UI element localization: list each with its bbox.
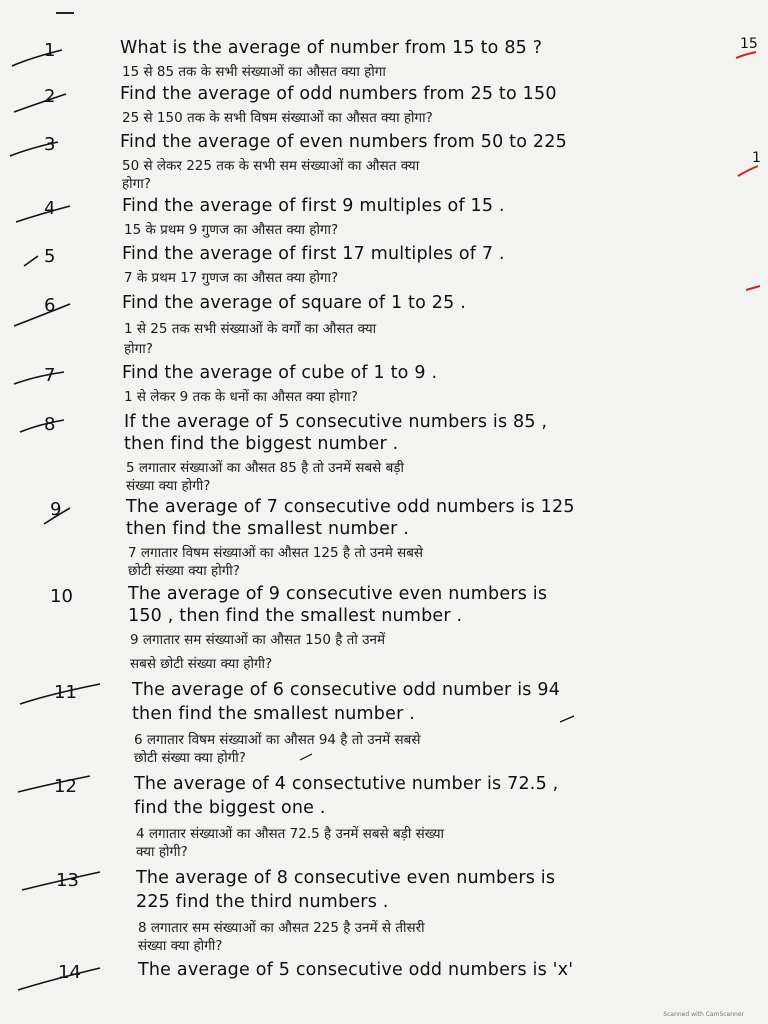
question-text-hi: 6 लगातार विषम संख्याओं का औसत 94 है तो उनमें सबसे — [134, 732, 421, 748]
question-text-en: find the biggest one . — [134, 798, 326, 818]
question-text-hi: होगा? — [122, 176, 151, 192]
question-text-hi: संख्या क्या होगी? — [138, 938, 223, 954]
tick-mark — [24, 256, 38, 266]
question-number: 8 — [44, 414, 56, 435]
margin-note-right: 1 — [752, 150, 761, 166]
footer-watermark: Scanned with CamScanner — [663, 1011, 744, 1018]
question-number: 4 — [44, 198, 56, 219]
question-text-hi: 7 लगातार विषम संख्याओं का औसत 125 है तो उनमे सबसे — [128, 545, 424, 561]
question-text-hi: 1 से लेकर 9 तक के धनों का औसत क्या होगा? — [124, 389, 358, 405]
question-text-hi: 15 से 85 तक के सभी संख्याओं का औसत क्या होगा — [122, 64, 386, 80]
question-text-en: Find the average of even numbers from 50 to 225 — [120, 132, 567, 152]
question-number: 11 — [54, 682, 77, 703]
question-text-hi: 4 लगातार संख्याओं का औसत 72.5 है उनमें सबसे बड़ी संख्या — [136, 826, 445, 842]
question-text-en: The average of 6 consecutive odd number is 94 — [132, 680, 561, 700]
question-text-en: Find the average of first 17 multiples of 7 . — [122, 244, 505, 264]
question-text-hi: क्या होगी? — [136, 844, 188, 860]
question-text-hi: सबसे छोटी संख्या क्या होगी? — [130, 656, 273, 672]
red-mark — [736, 52, 756, 58]
question-number: 7 — [44, 365, 56, 386]
question-text-en: The average of 5 consecutive odd numbers is 'x' — [138, 960, 574, 980]
question-text-hi: 5 लगातार संख्याओं का औसत 85 है तो उनमें सबसे बड़ी — [126, 460, 404, 476]
question-text-en: The average of 7 consecutive odd numbers is 125 — [126, 497, 575, 517]
question-text-en: then find the smallest number . — [126, 519, 409, 539]
question-number: 5 — [44, 246, 56, 267]
question-text-hi: 9 लगातार सम संख्याओं का औसत 150 है तो उनमें — [130, 632, 386, 648]
question-number: 2 — [44, 86, 56, 107]
red-mark — [738, 166, 758, 176]
question-number: 13 — [56, 870, 79, 891]
question-text-hi: 7 के प्रथम 17 गुणज का औसत क्या होगा? — [124, 270, 339, 286]
question-text-en: Find the average of first 9 multiples of 15 . — [122, 196, 505, 216]
hand-mark — [300, 754, 312, 760]
question-text-hi: होगा? — [124, 341, 153, 357]
question-text-hi: 15 के प्रथम 9 गुणज का औसत क्या होगा? — [124, 222, 339, 238]
question-text-hi: संख्या क्या होगी? — [126, 478, 211, 494]
question-number: 12 — [54, 776, 77, 797]
question-number: 10 — [50, 586, 73, 607]
question-text-en: 225 find the third numbers . — [136, 892, 389, 912]
red-mark — [746, 286, 760, 290]
question-text-en: The average of 8 consecutive even numbers is — [136, 868, 556, 888]
question-text-hi: 50 से लेकर 225 तक के सभी सम संख्याओं का औसत क्या — [122, 158, 420, 174]
question-number: 3 — [44, 134, 56, 155]
question-text-en: What is the average of number from 15 to 85 ? — [120, 38, 543, 58]
question-text-hi: 1 से 25 तक सभी संख्याओं के वर्गों का औसत क्या — [124, 321, 377, 337]
question-text-hi: छोटी संख्या क्या होगी? — [128, 563, 240, 579]
question-text-hi: 8 लगातार सम संख्याओं का औसत 225 है उनमें से तीसरी — [138, 920, 425, 936]
question-text-hi: 25 से 150 तक के सभी विषम संख्याओं का औसत क्या होगा? — [122, 110, 433, 126]
question-number: 1 — [44, 40, 56, 61]
question-text-en: Find the average of cube of 1 to 9 . — [122, 363, 438, 383]
question-number: 14 — [58, 962, 81, 983]
question-text-hi: छोटी संख्या क्या होगी? — [134, 750, 246, 766]
hand-mark — [560, 716, 574, 722]
question-text-en: Find the average of odd numbers from 25 to 150 — [120, 84, 557, 104]
question-text-en: The average of 4 consectutive number is 72.5 , — [134, 774, 559, 794]
question-text-en: The average of 9 consecutive even numbers is — [128, 584, 548, 604]
margin-note-top-right: 15 — [740, 36, 758, 52]
question-number: 6 — [44, 295, 56, 316]
question-text-en: 150 , then find the smallest number . — [128, 606, 463, 626]
question-text-en: Find the average of square of 1 to 25 . — [122, 293, 466, 313]
question-text-en: then find the biggest number . — [124, 434, 399, 454]
question-number: 9 — [50, 499, 62, 520]
question-text-en: If the average of 5 consecutive numbers is 85 , — [124, 412, 548, 432]
question-text-en: then find the smallest number . — [132, 704, 415, 724]
